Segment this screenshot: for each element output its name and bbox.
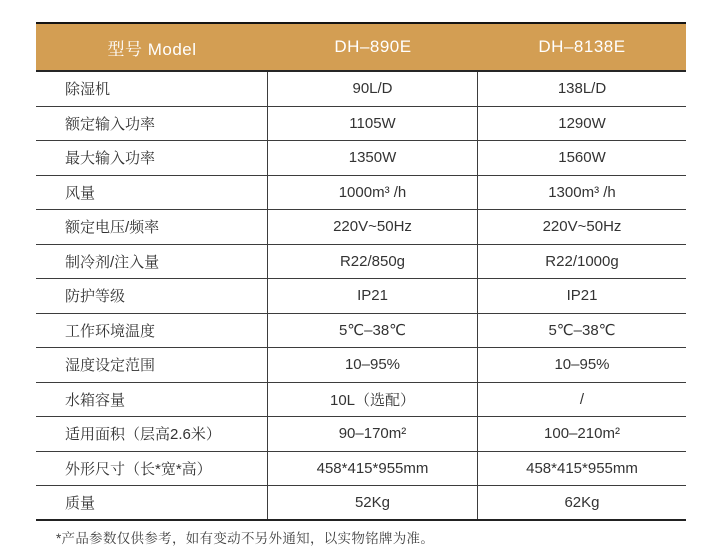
- spec-value-dh8138e: 220V~50Hz: [542, 218, 622, 236]
- header-model-label: 型号 Model: [107, 39, 197, 59]
- table-row: [36, 72, 686, 107]
- spec-label: 风量: [36, 176, 268, 210]
- table-row: [36, 452, 686, 487]
- spec-label: 制冷剂/注入量: [36, 245, 268, 279]
- spec-value-dh890e: 458*415*955mm: [268, 452, 478, 486]
- table-row: [36, 417, 686, 452]
- spec-label: 工作环境温度: [36, 314, 268, 348]
- table-row: [36, 141, 686, 176]
- spec-value-dh8138e: 10–95%: [554, 356, 610, 374]
- header-model-dh8138e: DH–8138E: [538, 37, 626, 56]
- table-row: [36, 314, 686, 349]
- spec-value-dh8138e: 138L/D: [557, 80, 607, 98]
- spec-value-dh890e: R22/850g: [268, 245, 478, 279]
- spec-value-dh890e: 90–170m²: [268, 417, 478, 451]
- spec-value-dh8138e: IP21: [566, 287, 598, 305]
- table-row: [36, 279, 686, 314]
- spec-value-dh8138e: 458*415*955mm: [526, 459, 638, 477]
- spec-label: 外形尺寸（长*宽*高）: [36, 452, 268, 486]
- spec-label: 额定电压/频率: [36, 210, 268, 244]
- spec-label: 额定输入功率: [36, 107, 268, 141]
- spec-value-dh890e: 10–95%: [268, 348, 478, 382]
- spec-label: 质量: [36, 486, 268, 519]
- spec-value-dh8138e: 62Kg: [564, 493, 600, 511]
- spec-value-dh890e: 1000m³ /h: [268, 176, 478, 210]
- spec-value-dh890e: 1105W: [268, 107, 478, 141]
- table-row: [36, 383, 686, 418]
- footnote: *产品参数仅供参考，如有变动不另外通知，以实物铭牌为准。: [56, 531, 435, 546]
- spec-value-dh890e: 52Kg: [268, 486, 478, 519]
- table-row: [36, 348, 686, 383]
- spec-label: 水箱容量: [36, 383, 268, 417]
- table-row: [36, 107, 686, 142]
- header-model-dh890e: DH–890E: [334, 37, 412, 56]
- spec-value-dh890e: 10L（选配）: [268, 383, 478, 417]
- spec-value-dh890e: 1350W: [268, 141, 478, 175]
- spec-label: 适用面积（层高2.6米）: [36, 417, 268, 451]
- table-row: [36, 176, 686, 211]
- spec-value-dh8138e: 1560W: [558, 149, 606, 167]
- spec-table: [36, 22, 686, 521]
- spec-label: 除湿机: [36, 72, 268, 106]
- table-row: [36, 210, 686, 245]
- spec-value-dh8138e: 100–210m²: [544, 425, 620, 443]
- spec-value-dh890e: 90L/D: [268, 72, 478, 106]
- spec-value-dh8138e: /: [579, 390, 585, 408]
- spec-label: 防护等级: [36, 279, 268, 313]
- spec-value-dh8138e: 1290W: [558, 114, 606, 132]
- spec-label: 湿度设定范围: [36, 348, 268, 382]
- table-row: [36, 245, 686, 280]
- spec-value-dh890e: IP21: [268, 279, 478, 313]
- spec-value-dh8138e: R22/1000g: [545, 252, 619, 270]
- table-row: [36, 486, 686, 521]
- spec-value-dh890e: 5℃–38℃: [268, 314, 478, 348]
- spec-label: 最大输入功率: [36, 141, 268, 175]
- spec-value-dh8138e: 5℃–38℃: [548, 322, 616, 340]
- spec-value-dh8138e: 1300m³ /h: [548, 183, 616, 201]
- table-body: [36, 70, 686, 521]
- table-header: [36, 22, 686, 70]
- spec-value-dh890e: 220V~50Hz: [268, 210, 478, 244]
